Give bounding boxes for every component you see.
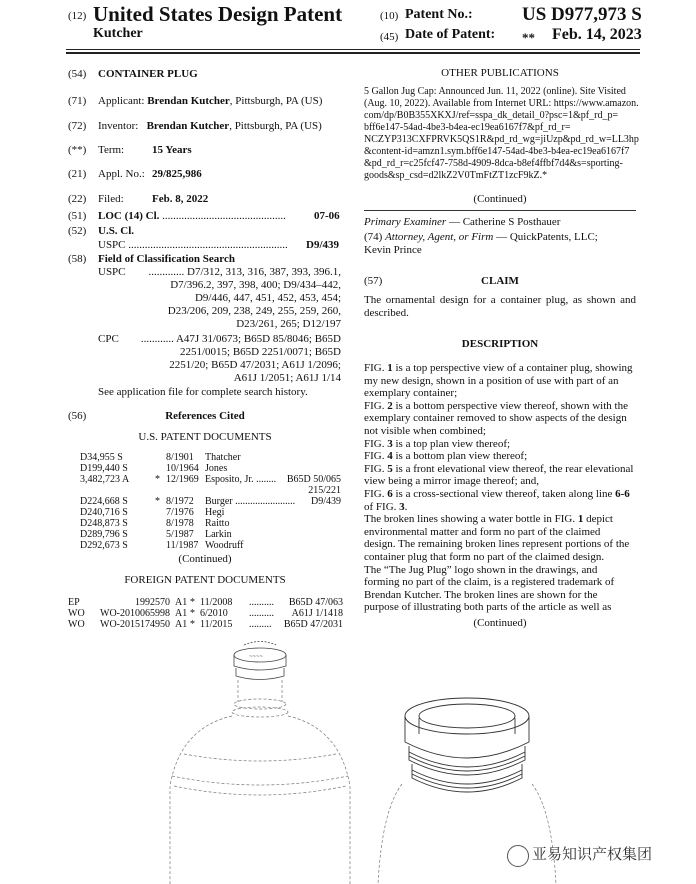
description-line: of FIG. 3. [364, 500, 408, 513]
header-rule-thick [66, 52, 640, 54]
code-58: (58) [68, 253, 87, 265]
foreign-ref-class: A61J 1/1418 [291, 608, 343, 619]
continued-refs: (Continued) [178, 553, 232, 565]
code-71: (71) [68, 95, 87, 107]
us-ref-class: 215/221 [308, 485, 341, 496]
foreign-ref-kind: A1 [175, 597, 188, 608]
foreign-ref-star: * [190, 597, 195, 608]
us-ref-star: * [155, 496, 160, 507]
us-ref-date: 8/1978 [166, 518, 194, 529]
code-12: (12) [68, 10, 87, 22]
description-title: DESCRIPTION [461, 338, 539, 350]
foreign-docs-title: FOREIGN PATENT DOCUMENTS [124, 574, 286, 586]
description-line: purpose of illustrating both parts of the article as well as [364, 601, 612, 614]
description-line: FIG. 1 is a top perspective view of a container plug, showing [364, 362, 633, 374]
us-ref-name: Woodruff [205, 540, 244, 551]
us-patent-docs-title: U.S. PATENT DOCUMENTS [138, 431, 272, 443]
date-mark: ** [522, 30, 535, 45]
us-ref-num: D292,673 S [80, 540, 128, 551]
foreign-ref-cc: WO [68, 608, 85, 619]
us-ref-star: * [155, 474, 160, 485]
foreign-ref-num: 1992570 [135, 597, 170, 608]
description-line: FIG. 6 is a cross-sectional view thereof, taken along line 6-6 [364, 487, 630, 500]
attorney-agent-2: Kevin Prince [364, 244, 422, 256]
us-cl-label: U.S. Cl. [98, 225, 135, 237]
foreign-ref-class: B65D 47/063 [288, 597, 343, 608]
appl-no-value: 29/825,986 [152, 168, 202, 180]
claim-title: CLAIM [481, 275, 519, 287]
jug-plug-logo-icon: ~~~~ [249, 654, 264, 660]
see-application-note: See application file for complete search history. [98, 386, 308, 398]
uspc-value: D9/439 [306, 239, 339, 251]
description-line: FIG. 5 is a front elevational view thereof, the rear elevational [364, 462, 634, 475]
us-ref-date: 8/1901 [166, 452, 194, 463]
code-72: (72) [68, 120, 87, 132]
code-52: (52) [68, 225, 87, 237]
other-publications-title: OTHER PUBLICATIONS [441, 67, 559, 79]
foreign-ref-kind: A1 [175, 608, 188, 619]
patent-no-label: Patent No.: [405, 7, 473, 22]
attorney-agent: (74) Attorney, Agent, or Firm — QuickPatents, LLC; [364, 231, 598, 243]
fcs-uspc-classes: ............. D7/312, 313, 316, 387, 393, 396.1, D7/396.2, 397, 398, 400; D9/434–442, D9/446, 447, 451, 452, 453, 454; D23/206, 209, 238, 249, 255, 259, 260, D23/261, 265; D12/197 [148, 266, 341, 330]
description-line: FIG. 3 is a top plan view thereof; [364, 437, 511, 450]
us-ref-name: Larkin [205, 529, 232, 540]
fcs-cpc-classes: ............ A47J 31/0673; B65D 85/8046; B65D 2251/0015; B65D 2251/0071; B65D 2251/20; B65D 47/2031; A61J 1/2096; A61J 1/2051; A61J 1/14 [140, 333, 341, 384]
field-of-search-label: Field of Classification Search [98, 253, 235, 265]
description-line: not visible when combined; [364, 424, 486, 437]
code-21: (21) [68, 168, 87, 180]
bottle-drawing [140, 636, 380, 884]
description-line: The “The Jug Plug” logo shown in the drawings, and [364, 563, 598, 576]
foreign-ref-date: 11/2015 [200, 619, 233, 630]
patent-date: Feb. 14, 2023 [552, 26, 642, 43]
us-ref-date: 8/1972 [166, 496, 194, 507]
patent-type-title: United States Design Patent [93, 2, 343, 26]
description-line: FIG. 4 is a bottom plan view thereof; [364, 450, 528, 463]
date-of-patent-label: Date of Patent: [405, 27, 496, 42]
description-line: exemplary container; [364, 387, 458, 400]
us-ref-class: B65D 50/065 [286, 474, 341, 485]
code-22: (22) [68, 193, 87, 205]
code-57: (57) [364, 275, 383, 287]
description-line: environmental matter and form no part of the claimed [364, 525, 601, 538]
loc-class: LOC (14) Cl. ............................................. [98, 210, 286, 222]
inventor-surname: Kutcher [93, 26, 143, 41]
code-54: (54) [68, 68, 87, 80]
description-line: container plug that form no part of the claimed design. [364, 550, 605, 563]
us-ref-name: Burger ........................ [205, 496, 296, 507]
us-ref-date: 7/1976 [166, 507, 194, 518]
us-ref-name: Thatcher [205, 452, 241, 463]
code-10: (10) [380, 10, 399, 22]
code-45: (45) [380, 31, 399, 43]
code-51: (51) [68, 210, 87, 222]
description-line: forming no part of the claim, is a registered trademark of [364, 576, 615, 589]
claim-text: The ornamental design for a container plug, as shown and described. [364, 294, 636, 319]
description-line: The broken lines showing a water bottle in FIG. 1 depict [364, 513, 613, 526]
us-ref-num: 3,482,723 A [80, 474, 130, 485]
foreign-ref-dots: ......... [249, 619, 272, 630]
term-label: Term: [98, 144, 125, 156]
header-rule [66, 49, 640, 50]
foreign-ref-cc: EP [68, 597, 80, 608]
us-ref-num: D248,873 S [80, 518, 128, 529]
loc-class-value: 07-06 [314, 210, 340, 222]
us-ref-name: Hegi [205, 507, 225, 518]
continued-description: (Continued) [473, 617, 527, 629]
foreign-ref-class: B65D 47/2031 [283, 619, 343, 630]
foreign-ref-cc: WO [68, 619, 85, 630]
filed-label: Filed: [98, 193, 124, 205]
us-ref-name: Jones [205, 463, 228, 474]
plug-rim-top [405, 698, 529, 734]
us-ref-date: 11/1987 [166, 540, 199, 551]
us-ref-num: D240,716 S [80, 507, 128, 518]
continued-other-pubs: (Continued) [473, 193, 527, 205]
foreign-ref-num: WO-2015174950 [100, 619, 170, 630]
us-ref-date: 12/1969 [166, 474, 199, 485]
description-line: FIG. 2 is a bottom perspective view thereof, shown with the [364, 399, 628, 412]
wechat-logo-icon [507, 845, 529, 867]
section-rule [364, 210, 636, 211]
description-line: design. The remaining broken lines represent portions of the [364, 538, 630, 551]
foreign-ref-star: * [190, 608, 195, 619]
foreign-ref-date: 6/2010 [200, 608, 228, 619]
uspc-line: USPC .......................................................... [98, 239, 288, 251]
filed-value: Feb. 8, 2022 [152, 193, 209, 205]
us-ref-name: Esposito, Jr. ........ [205, 474, 277, 485]
references-cited-title: References Cited [165, 410, 245, 422]
us-ref-num: D34,955 S [80, 452, 123, 463]
us-ref-date: 10/1964 [166, 463, 199, 474]
title-field: CONTAINER PLUG [98, 68, 198, 80]
foreign-ref-date: 11/2008 [200, 597, 233, 608]
us-ref-class: D9/439 [311, 496, 341, 507]
primary-examiner: Primary Examiner — Catherine S Posthauer [364, 216, 561, 228]
foreign-ref-dots: .......... [249, 597, 274, 608]
description-line: Brendan Kutcher. The broken lines are shown for the [364, 588, 598, 601]
us-ref-date: 5/1987 [166, 529, 194, 540]
applicant-field: Applicant: Brendan Kutcher, Pittsburgh, PA (US) [98, 95, 323, 107]
fcs-cpc-label: CPC [98, 333, 119, 345]
watermark-text: 亚易知识产权集团 [532, 845, 653, 863]
description-line: my new design, shown in a position of use with part of an [364, 374, 619, 387]
foreign-ref-star: * [190, 619, 195, 630]
fcs-uspc-label: USPC [98, 266, 126, 278]
us-ref-name: Raitto [205, 518, 230, 529]
foreign-ref-dots: .......... [249, 608, 274, 619]
patent-number: US D977,973 S [522, 4, 642, 25]
description-text [364, 362, 636, 614]
description-line: view being a mirror image thereof; and, [364, 475, 540, 488]
us-ref-num: D289,796 S [80, 529, 128, 540]
term-value: 15 Years [152, 144, 192, 156]
other-publications-text: 5 Gallon Jug Cap: Announced Jun. 11, 2022 (online). Site Visited (Aug. 10, 2022). Available from Internet URL: https://www.amazon. com/dp/B0B355XKXJ/ref=sspa_dk_detail_0?psc=1&pf_rd_p= bff6e147-54ad-4be3-b4ea-ec19ea6167f7&pf_rd_r= NCZYP313CXFPRVK5QS1R&pd_rd_wg=jiUzp&pd_rd_w=LL3hp &content-id=amzn1.sym.bff6e147-54ad-4be3-b4ea-ec19ea6167f7 &pd_rd_r=c25fcf47-758d-4909-8dca-b8ef4ffbf7d4&s=sporting- goods&sp_csd=d2lkZ2V0TmFtZT1zcF9kZ.* [364, 86, 639, 181]
appl-no-label: Appl. No.: [98, 168, 145, 180]
foreign-ref-kind: A1 [175, 619, 188, 630]
description-line: exemplary container removed to show aspects of the design [364, 412, 627, 425]
us-ref-num: D199,440 S [80, 463, 128, 474]
code-56: (56) [68, 410, 87, 422]
foreign-ref-num: WO-2010065998 [100, 608, 170, 619]
inventor-field: Inventor: Brendan Kutcher, Pittsburgh, PA (US) [98, 120, 322, 132]
us-ref-num: D224,668 S [80, 496, 128, 507]
code-term: (**) [68, 144, 87, 156]
